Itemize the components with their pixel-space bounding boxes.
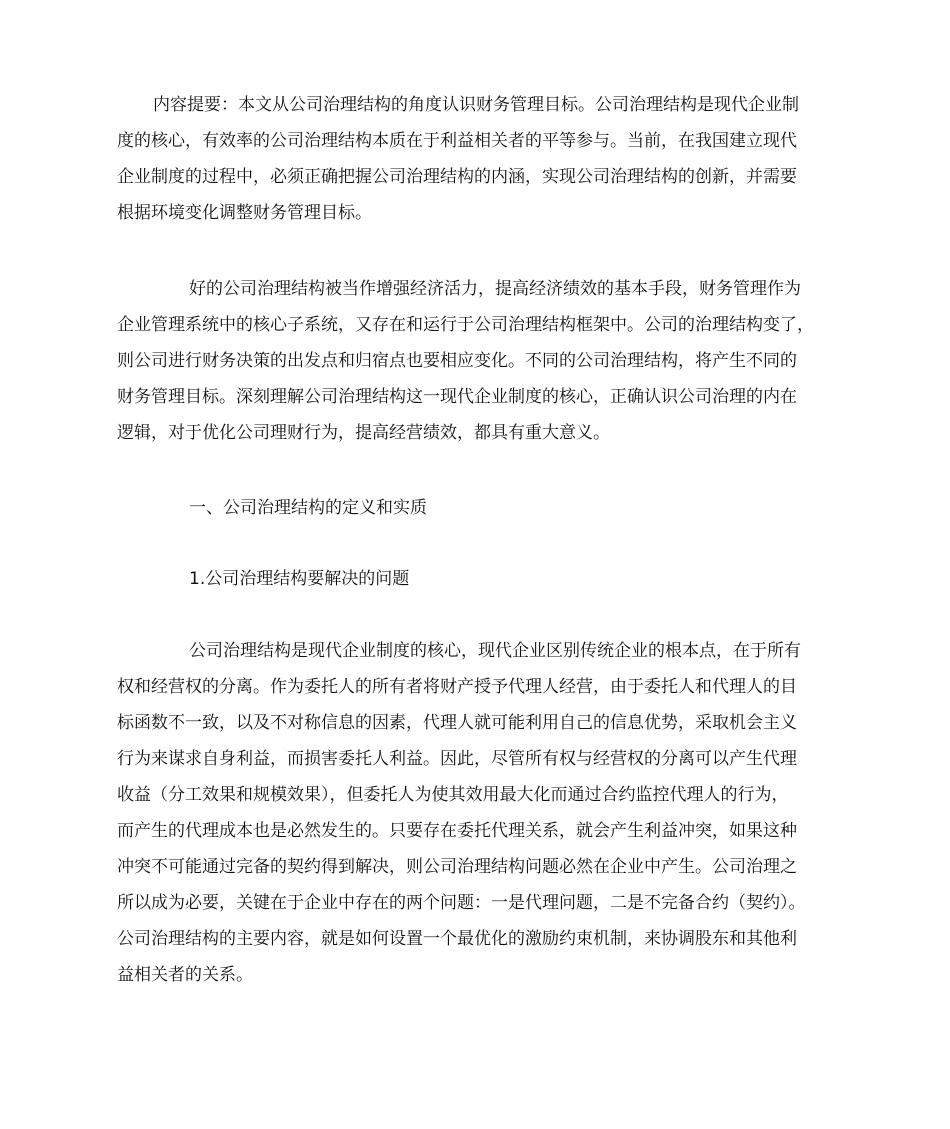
section-heading (117, 490, 835, 526)
body-line: 标函数不一致，以及不对称信息的因素，代理人就可能利用自己的信息优势，采取机会主义 (117, 713, 797, 733)
intro-line: 则公司进行财务决策的出发点和归宿点也要相应变化。不同的公司治理结构，将产生不同的 (117, 351, 797, 371)
body-line: 公司治理结构的主要内容，就是如何设置一个最优化的激励约束机制，来协调股东和其他利 (117, 929, 797, 949)
body-line: 益相关者的关系。 (117, 965, 253, 985)
intro-line: 财务管理目标。深刻理解公司治理结构这一现代企业制度的核心，正确认识公司治理的内在 (117, 387, 797, 407)
intro-line: 逻辑，对于优化公司理财行为，提高经营绩效，都具有重大意义。 (117, 423, 610, 443)
body-line: 冲突不可能通过完备的契约得到解决，则公司治理结构问题必然在企业中产生。公司治理之 (117, 857, 797, 877)
intro-line: 好的公司治理结构被当作增强经济活力，提高经济绩效的基本手段，财务管理作为 (189, 279, 801, 299)
body-paragraph (117, 633, 835, 993)
abstract-line: 根据环境变化调整财务管理目标。 (117, 203, 372, 223)
abstract-line: 度的核心，有效率的公司治理结构本质在于利益相关者的平等参与。当前，在我国建立现代 (117, 131, 797, 151)
subsection-heading-text: 1.公司治理结构要解决的问题 (189, 569, 410, 589)
abstract-paragraph (117, 87, 835, 231)
body-line: 而产生的代理成本也是必然发生的。只要存在委托代理关系，就会产生利益冲突，如果这种 (117, 821, 797, 841)
body-line: 行为来谋求自身利益，而损害委托人利益。因此，尽管所有权与经营权的分离可以产生代理 (117, 749, 797, 769)
body-line: 所以成为必要，关键在于企业中存在的两个问题：一是代理问题，二是不完备合约（契约）。 (117, 893, 806, 913)
intro-paragraph (117, 271, 835, 451)
section-heading-text: 一、公司治理结构的定义和实质 (189, 498, 427, 518)
body-line: 权和经营权的分离。作为委托人的所有者将财产授予代理人经营，由于委托人和代理人的目 (117, 677, 797, 697)
subsection-heading (117, 561, 835, 597)
abstract-line: 企业制度的过程中，必须正确把握公司治理结构的内涵，实现公司治理结构的创新，并需要 (117, 167, 797, 187)
intro-line: 企业管理系统中的核心子系统，又存在和运行于公司治理结构框架中。公司的治理结构变了， (117, 315, 814, 335)
body-line: 公司治理结构是现代企业制度的核心，现代企业区别传统企业的根本点，在于所有 (189, 641, 801, 661)
abstract-line: 内容提要：本文从公司治理结构的角度认识财务管理目标。公司治理结构是现代企业制 (153, 95, 799, 115)
body-line: 收益（分工效果和规模效果），但委托人为使其效用最大化而通过合约监控代理人的行为， (117, 785, 789, 805)
